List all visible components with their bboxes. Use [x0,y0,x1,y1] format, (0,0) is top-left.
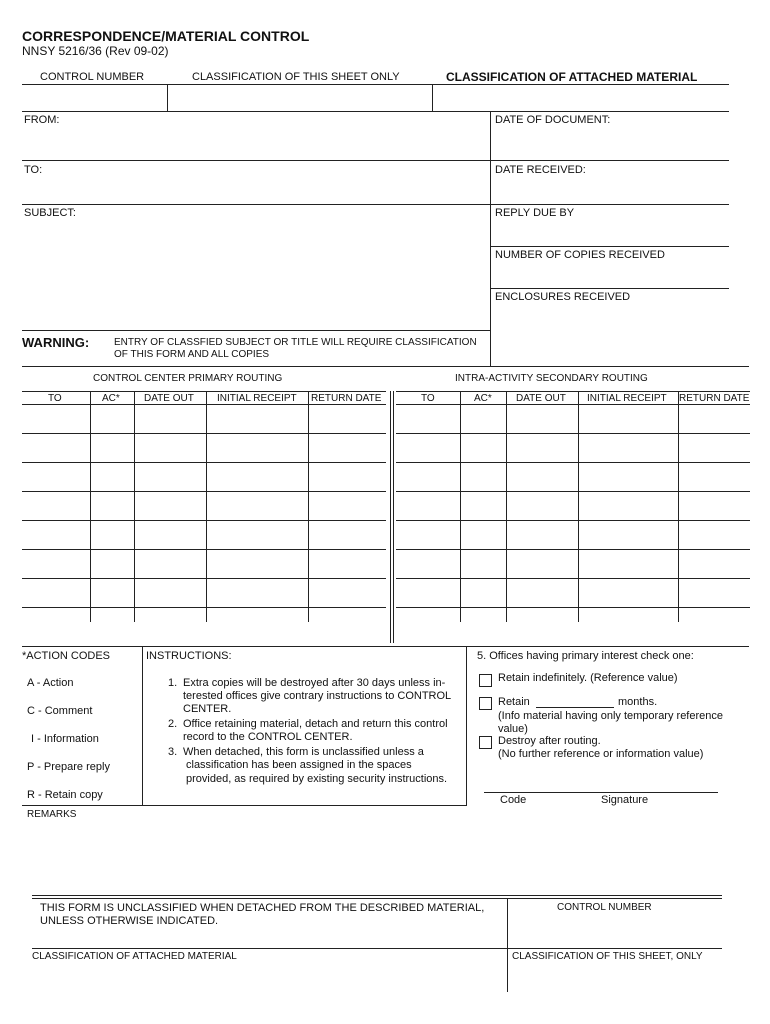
secondary-routing-cell[interactable] [397,550,459,577]
footer-divider [507,898,508,992]
form-title: CORRESPONDENCE/MATERIAL CONTROL [22,28,310,44]
primary-routing-cell[interactable] [135,521,205,548]
secondary-routing-top-rule [396,391,750,392]
primary-routing-col-header: DATE OUT [144,393,194,404]
date-received-label: DATE RECEIVED: [495,164,586,176]
secondary-routing-cell[interactable] [679,434,749,461]
secondary-routing-cell[interactable] [461,521,505,548]
primary-routing-cell[interactable] [91,463,133,490]
secondary-routing-cell[interactable] [507,550,577,577]
instructions-title: INSTRUCTIONS: [146,650,232,662]
classification-sheet-header: CLASSIFICATION OF THIS SHEET ONLY [192,71,400,83]
code-label: Code [500,794,527,806]
instruction-text: provided, as required by existing security instructions. [186,773,448,785]
secondary-routing-cell[interactable] [507,434,577,461]
primary-routing-col-header: AC* [102,393,120,404]
secondary-routing-cell[interactable] [397,405,459,432]
footer-classification-attached-field[interactable] [32,964,506,990]
enclosures-received-field[interactable] [492,305,728,363]
secondary-routing-col-header: TO [421,393,435,404]
primary-routing-col-header: TO [48,393,62,404]
warning-text-line1: ENTRY OF CLASSFIED SUBJECT OR TITLE WILL REQUIRE CLASSIFICATION [114,337,477,348]
primary-routing-cell[interactable] [207,492,307,519]
footer-control-number-field[interactable] [509,915,721,945]
primary-routing-cell[interactable] [91,492,133,519]
warning-label: WARNING: [22,335,90,350]
secondary-routing-cell[interactable] [507,405,577,432]
control-number-header: CONTROL NUMBER [40,71,145,83]
primary-routing-cell[interactable] [23,521,89,548]
section-rule [22,111,729,112]
header-rule [22,84,729,85]
primary-routing-cell[interactable] [135,550,205,577]
secondary-routing-cell[interactable] [397,579,459,606]
retain-months-prefix: Retain [498,696,530,708]
action-code-item: R - Retain copy [27,789,103,801]
retain-months-note: value) [498,723,528,735]
primary-routing-cell[interactable] [23,492,89,519]
instruction-text: CENTER. [183,703,232,715]
primary-routing-cell[interactable] [207,521,307,548]
remarks-label: REMARKS [27,809,77,820]
from-label: FROM: [24,114,60,126]
secondary-routing-cell[interactable] [461,579,505,606]
footer-rule [32,895,722,896]
secondary-routing-cell[interactable] [461,492,505,519]
secondary-routing-cell[interactable] [679,492,749,519]
secondary-routing-cell[interactable] [579,521,677,548]
row-rule [490,288,729,289]
secondary-routing-col-header: INITIAL RECEIPT [587,393,667,404]
codes-divider [142,646,143,805]
reply-due-by-label: REPLY DUE BY [495,207,575,219]
footer-classification-sheet-field[interactable] [509,964,721,990]
secondary-routing-title: INTRA-ACTIVITY SECONDARY ROUTING [455,373,648,384]
instruction-text: Office retaining material, detach and return this control [183,718,448,730]
warning-rule [22,330,490,331]
subject-field[interactable] [22,222,488,327]
destroy-after-routing-label: Destroy after routing. [498,735,601,747]
action-code-item: I - Information [31,733,99,745]
secondary-routing-cell[interactable] [679,579,749,606]
footer-classification-attached-label: CLASSIFICATION OF ATTACHED MATERIAL [32,951,237,962]
primary-routing-cell[interactable] [23,405,89,432]
instruction-text: record to the CONTROL CENTER. [183,731,353,743]
primary-routing-cell[interactable] [207,405,307,432]
primary-routing-cell[interactable] [23,579,89,606]
destroy-note: (No further reference or information value) [498,748,704,760]
form-number: NNSY 5216/36 (Rev 09-02) [22,44,169,58]
primary-routing-cell[interactable] [309,579,385,606]
destroy-after-routing-checkbox[interactable] [479,736,492,749]
primary-routing-col-header: RETURN DATE [311,393,382,404]
row-rule [490,246,729,247]
footer-classification-sheet-label: CLASSIFICATION OF THIS SHEET, ONLY [512,951,703,962]
secondary-routing-cell[interactable] [397,492,459,519]
primary-routing-cell[interactable] [207,463,307,490]
months-underline [536,707,614,708]
primary-routing-col-header: INITIAL RECEIPT [217,393,297,404]
number-of-copies-label: NUMBER OF COPIES RECEIVED [495,249,665,261]
primary-routing-cell[interactable] [91,579,133,606]
instructions-divider [466,646,467,805]
primary-routing-cell[interactable] [207,579,307,606]
primary-routing-cell[interactable] [309,521,385,548]
classification-sheet-field[interactable] [168,86,431,110]
secondary-routing-cell[interactable] [679,405,749,432]
secondary-routing-col-header: AC* [474,393,492,404]
primary-routing-cell[interactable] [309,434,385,461]
primary-routing-cell[interactable] [23,550,89,577]
to-field[interactable] [22,178,488,202]
signature-label: Signature [601,794,649,806]
control-number-field[interactable] [22,86,166,110]
secondary-routing-cell[interactable] [679,550,749,577]
footer-rule [32,898,722,899]
secondary-routing-cell[interactable] [579,579,677,606]
routing-separator [390,391,391,643]
primary-routing-cell[interactable] [309,492,385,519]
instruction-text: terested offices give contrary instructions to CONTROL [183,690,452,702]
primary-routing-title: CONTROL CENTER PRIMARY ROUTING [93,373,283,384]
primary-routing-cell[interactable] [135,434,205,461]
signature-line [484,792,718,793]
retain-months-note: (Info material having only temporary reference [498,710,723,722]
secondary-routing-cell[interactable] [397,463,459,490]
primary-routing-cell[interactable] [135,405,205,432]
primary-routing-cell[interactable] [207,434,307,461]
instruction-number: 1. [168,677,178,689]
unclassified-notice-line1: THIS FORM IS UNCLASSIFIED WHEN DETACHED FROM THE DESCRIBED MATERIAL, [40,902,485,914]
instruction-text: classification has been assigned in the spaces [186,759,412,771]
to-label: TO: [24,164,43,176]
secondary-routing-cell[interactable] [579,550,677,577]
primary-routing-top-rule [22,391,386,392]
retain-months-checkbox[interactable] [479,697,492,710]
secondary-routing-cell[interactable] [507,463,577,490]
row-rule [22,204,729,205]
secondary-routing-cell[interactable] [507,579,577,606]
primary-routing-cell[interactable] [309,405,385,432]
secondary-routing-cell[interactable] [397,521,459,548]
instruction-number: 3. [168,746,178,758]
secondary-routing-cell[interactable] [397,434,459,461]
secondary-routing-row-rule [396,607,750,608]
retain-months-suffix: months. [618,696,658,708]
secondary-routing-col-header: DATE OUT [516,393,566,404]
secondary-routing-cell[interactable] [507,492,577,519]
secondary-routing-cell[interactable] [461,405,505,432]
date-of-document-field[interactable] [492,128,728,158]
secondary-routing-cell[interactable] [579,405,677,432]
primary-routing-cell[interactable] [23,463,89,490]
action-codes-title: *ACTION CODES [22,650,111,662]
primary-routing-cell[interactable] [135,579,205,606]
action-code-item: A - Action [27,677,74,689]
section-rule [22,366,749,367]
action-code-item: C - Comment [27,705,93,717]
primary-routing-row-rule [22,607,386,608]
action-code-item: P - Prepare reply [27,761,110,773]
primary-routing-cell[interactable] [91,550,133,577]
subject-label: SUBJECT: [24,207,76,219]
reply-due-by-field[interactable] [492,221,728,245]
secondary-routing-cell[interactable] [461,434,505,461]
unclassified-notice-line2: UNLESS OTHERWISE INDICATED. [40,915,219,927]
section-rule [22,805,467,806]
date-of-document-label: DATE OF DOCUMENT: [495,114,611,126]
primary-routing-cell[interactable] [91,521,133,548]
number-of-copies-field[interactable] [492,263,728,287]
secondary-routing-cell[interactable] [579,492,677,519]
section-rule [22,646,749,647]
warning-text-line2: OF THIS FORM AND ALL COPIES [114,349,270,360]
secondary-routing-cell[interactable] [579,463,677,490]
months-field[interactable] [536,695,614,707]
primary-routing-cell[interactable] [309,550,385,577]
remarks-field[interactable] [22,822,729,892]
secondary-routing-cell[interactable] [461,550,505,577]
from-field[interactable] [22,128,488,158]
code-signature-field[interactable] [484,777,718,791]
footer-control-number-label: CONTROL NUMBER [557,902,652,913]
instruction-number: 2. [168,718,178,730]
instruction-text: Extra copies will be destroyed after 30 days unless in- [183,677,446,689]
secondary-routing-cell[interactable] [679,521,749,548]
secondary-routing-cell[interactable] [461,463,505,490]
offices-title: 5. Offices having primary interest check one: [477,650,694,662]
classification-attached-header: CLASSIFICATION OF ATTACHED MATERIAL [446,70,698,84]
retain-indefinitely-label: Retain indefinitely. (Reference value) [498,672,678,684]
instruction-text: When detached, this form is unclassified unless a [183,746,424,758]
secondary-routing-cell[interactable] [579,434,677,461]
secondary-routing-cell[interactable] [507,521,577,548]
classification-attached-field[interactable] [433,86,729,110]
retain-indefinitely-checkbox[interactable] [479,674,492,687]
fields-divider [490,111,491,366]
primary-routing-cell[interactable] [135,492,205,519]
secondary-routing-cell[interactable] [679,463,749,490]
primary-routing-cell[interactable] [91,405,133,432]
primary-routing-cell[interactable] [135,463,205,490]
routing-separator [393,391,394,643]
date-received-field[interactable] [492,178,728,202]
footer-rule [32,948,722,949]
primary-routing-cell[interactable] [309,463,385,490]
secondary-routing-col-header: RETURN DATE [679,393,750,404]
row-rule [22,160,729,161]
primary-routing-cell[interactable] [23,434,89,461]
enclosures-received-label: ENCLOSURES RECEIVED [495,291,631,303]
primary-routing-cell[interactable] [91,434,133,461]
primary-routing-cell[interactable] [207,550,307,577]
